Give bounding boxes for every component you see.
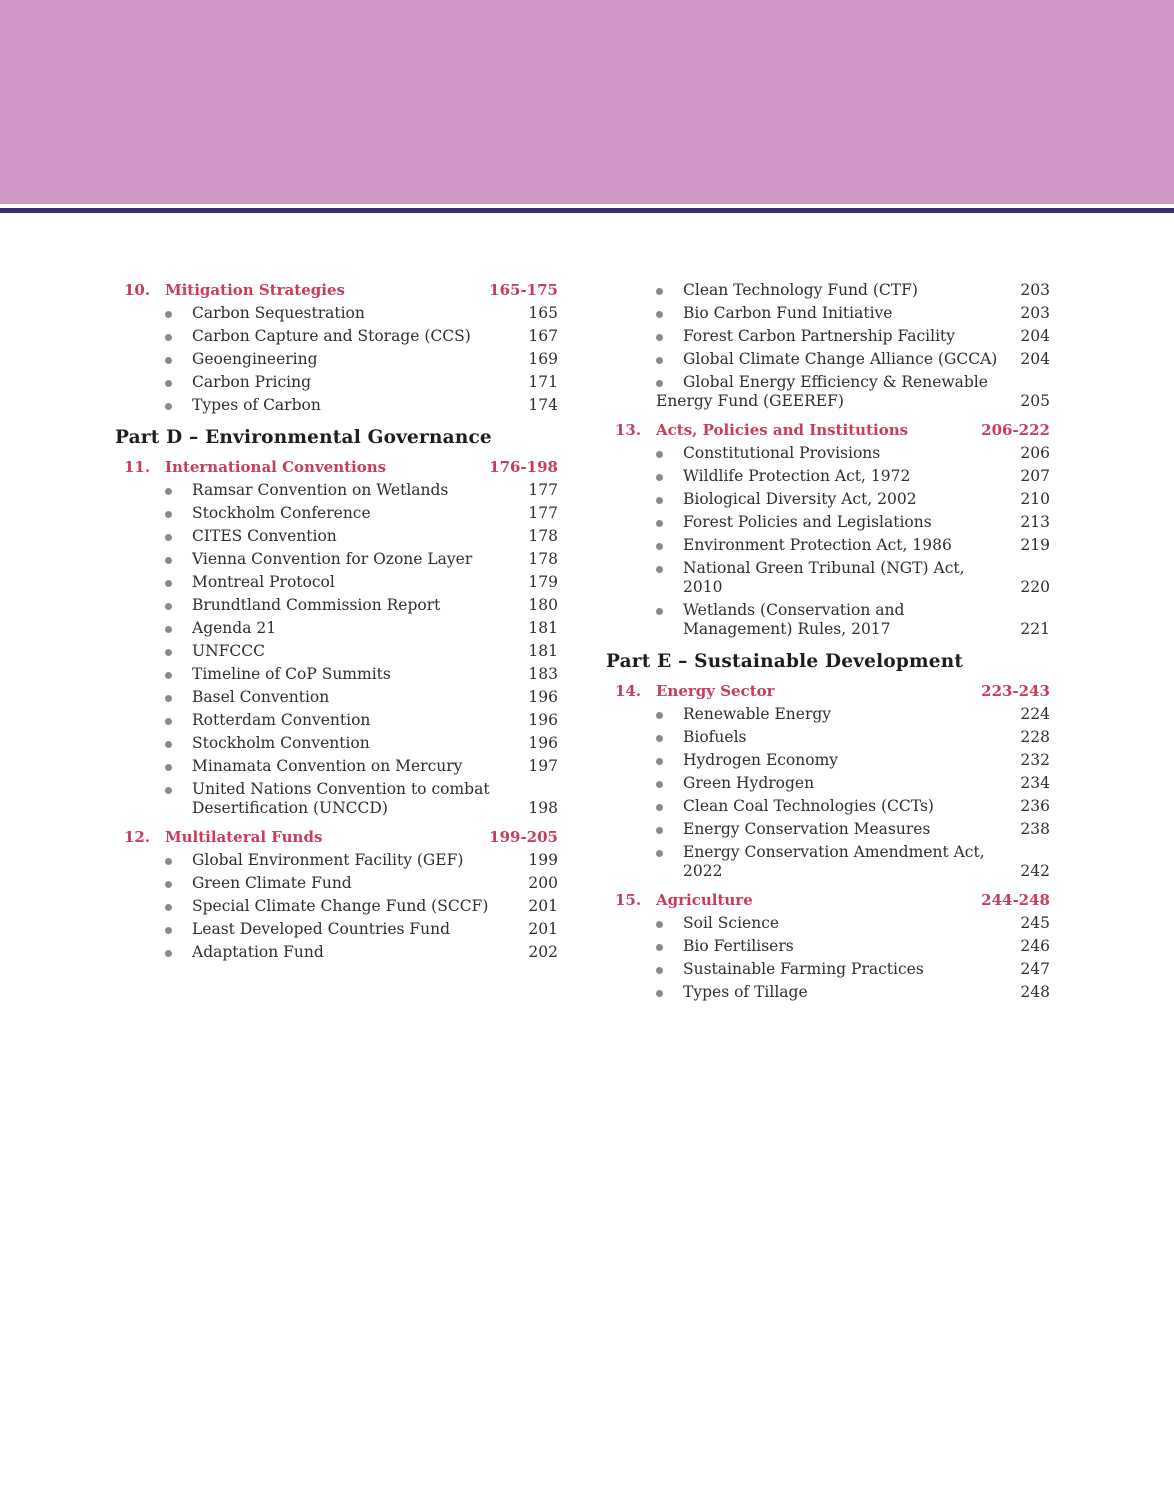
toc-entry-page: 204 [1020, 350, 1050, 368]
toc-entry[interactable] [115, 755, 558, 778]
chapter-heading-12[interactable]: 12. Multilateral Funds 199-205 [124, 828, 558, 846]
toc-entry-page: 177 [528, 481, 558, 499]
toc-entry-page: 167 [528, 327, 558, 345]
chapter-14-items [606, 703, 1050, 883]
bullet-icon [656, 451, 663, 458]
toc-entry-page: 210 [1020, 490, 1050, 508]
toc-entry-title: Bio Carbon Fund Initiative [683, 304, 893, 322]
toc-entry-title: Types of Carbon [192, 396, 321, 414]
toc-entry-title: Clean Technology Fund (CTF) [683, 281, 918, 299]
toc-entry-title: Hydrogen Economy [683, 751, 839, 769]
bullet-icon [165, 557, 172, 564]
toc-entry-title: Environment Protection Act, 1986 [683, 536, 952, 554]
toc-entry[interactable] [115, 502, 558, 525]
toc-entry-page: 198 [528, 799, 558, 817]
toc-entry-title: Constitutional Provisions [683, 444, 881, 462]
toc-entry[interactable] [606, 599, 1050, 641]
toc-entry[interactable] [115, 918, 558, 941]
toc-entry-page: 199 [528, 851, 558, 869]
toc-entry-title: Rotterdam Convention [192, 711, 371, 729]
toc-entry[interactable] [606, 488, 1050, 511]
toc-entry-title: Minamata Convention on Mercury [192, 757, 463, 775]
bullet-icon [656, 827, 663, 834]
bullet-icon [165, 672, 172, 679]
toc-entry-title: Ramsar Convention on Wetlands [192, 481, 449, 499]
toc-entry-title: Clean Coal Technologies (CCTs) [683, 797, 934, 815]
toc-entry[interactable] [606, 557, 1050, 599]
chapter-13-items [606, 442, 1050, 641]
bullet-icon [165, 904, 172, 911]
bullet-icon [656, 804, 663, 811]
toc-entry[interactable] [606, 348, 1050, 371]
bullet-icon [656, 735, 663, 742]
toc-entry-page: 203 [1020, 304, 1050, 322]
toc-entry-page: 224 [1020, 705, 1050, 723]
bullet-icon [656, 967, 663, 974]
toc-entry-title: Adaptation Fund [192, 943, 324, 961]
toc-entry-page: 236 [1020, 797, 1050, 815]
toc-entry-page: 200 [528, 874, 558, 892]
toc-entry-page: 207 [1020, 467, 1050, 485]
toc-entry-title: Biofuels [683, 728, 747, 746]
toc-entry-page: 203 [1020, 281, 1050, 299]
bullet-icon [656, 520, 663, 527]
toc-entry[interactable] [115, 709, 558, 732]
toc-entry[interactable] [606, 302, 1050, 325]
toc-entry-title: Agenda 21 [192, 619, 277, 637]
toc-entry[interactable] [115, 325, 558, 348]
bullet-icon [165, 649, 172, 656]
bullet-icon [656, 781, 663, 788]
toc-entry-page: 204 [1020, 327, 1050, 345]
bullet-icon [165, 927, 172, 934]
bullet-icon [656, 334, 663, 341]
toc-entry-page: 201 [528, 897, 558, 915]
toc-entry-title: Bio Fertilisers [683, 937, 794, 955]
toc-entry[interactable] [115, 525, 558, 548]
toc-entry[interactable] [606, 511, 1050, 534]
toc-entry[interactable] [606, 935, 1050, 958]
toc-entry-title: Global Environment Facility (GEF) [192, 851, 464, 869]
toc-entry-title: Least Developed Countries Fund [192, 920, 451, 938]
header-divider [0, 208, 1174, 213]
bullet-icon [165, 534, 172, 541]
toc-entry-title: Montreal Protocol [192, 573, 335, 591]
toc-entry-title: Stockholm Convention [192, 734, 370, 752]
toc-entry[interactable] [606, 726, 1050, 749]
toc-entry-page: 196 [528, 734, 558, 752]
toc-column-right [606, 279, 1050, 1004]
header-banner [0, 0, 1174, 204]
toc-entry-title: Energy Conservation Measures [683, 820, 931, 838]
toc-entry[interactable] [606, 912, 1050, 935]
toc-entry-title: CITES Convention [192, 527, 337, 545]
bullet-icon [165, 488, 172, 495]
toc-entry[interactable] [606, 818, 1050, 841]
toc-entry-page: 221 [1020, 620, 1050, 638]
toc-entry-title: Brundtland Commission Report [192, 596, 441, 614]
bullet-icon [165, 380, 172, 387]
toc-entry[interactable] [606, 749, 1050, 772]
toc-entry-title: United Nations Convention to combat Desertification (UNCCD) [192, 780, 490, 817]
toc-entry[interactable] [606, 325, 1050, 348]
toc-entry-page: 238 [1020, 820, 1050, 838]
toc-entry[interactable] [115, 348, 558, 371]
toc-entry[interactable] [606, 279, 1050, 302]
toc-entry-page: 201 [528, 920, 558, 938]
toc-entry[interactable] [115, 686, 558, 709]
toc-entry-page: 169 [528, 350, 558, 368]
toc-entry-page: 245 [1020, 914, 1050, 932]
chapter-10-items [115, 302, 558, 417]
toc-entry[interactable] [115, 872, 558, 895]
toc-entry-page: 213 [1020, 513, 1050, 531]
toc-entry-page: 196 [528, 711, 558, 729]
toc-entry-title: UNFCCC [192, 642, 265, 660]
toc-entry-title: Global Energy Efficiency & Renewable Energy Fund (GEEREF) [656, 373, 988, 410]
toc-entry[interactable] [606, 841, 1050, 883]
toc-entry-page: 171 [528, 373, 558, 391]
toc-entry-title: Geoengineering [192, 350, 318, 368]
toc-entry-page: 219 [1020, 536, 1050, 554]
toc-entry-page: 174 [528, 396, 558, 414]
toc-entry-page: 205 [1020, 392, 1050, 410]
bullet-icon [656, 990, 663, 997]
toc-entry[interactable] [606, 958, 1050, 981]
bullet-icon [656, 543, 663, 550]
bullet-icon [165, 403, 172, 410]
toc-entry[interactable] [606, 534, 1050, 557]
toc-entry[interactable] [115, 594, 558, 617]
toc-entry[interactable] [115, 548, 558, 571]
toc-entry-page: 177 [528, 504, 558, 522]
toc-entry-page: 247 [1020, 960, 1050, 978]
toc-entry[interactable] [115, 663, 558, 686]
chapter-15-items [606, 912, 1050, 1004]
bullet-icon [165, 741, 172, 748]
bullet-icon [165, 695, 172, 702]
toc-entry[interactable] [606, 371, 1050, 413]
bullet-icon [165, 580, 172, 587]
chapter-heading-11[interactable]: 11. International Conventions 176-198 [124, 458, 558, 476]
toc-entry-page: 165 [528, 304, 558, 322]
bullet-icon [165, 858, 172, 865]
chapter-11-items [115, 479, 558, 820]
toc-entry-title: Green Hydrogen [683, 774, 815, 792]
toc-entry-page: 183 [528, 665, 558, 683]
toc-entry-page: 178 [528, 527, 558, 545]
toc-entry[interactable] [606, 465, 1050, 488]
bullet-icon [165, 764, 172, 771]
toc-entry[interactable] [115, 778, 558, 820]
toc-entry[interactable] [115, 479, 558, 502]
toc-entry-title: Carbon Capture and Storage (CCS) [192, 327, 471, 345]
toc-entry-title: National Green Tribunal (NGT) Act, 2010 [683, 559, 965, 596]
toc-entry-title: Special Climate Change Fund (SCCF) [192, 897, 489, 915]
toc-entry-page: 196 [528, 688, 558, 706]
bullet-icon [656, 921, 663, 928]
toc-entry-title: Sustainable Farming Practices [683, 960, 924, 978]
toc-entry-title: Timeline of CoP Summits [192, 665, 391, 683]
toc-entry[interactable] [606, 442, 1050, 465]
toc-entry-title: Types of Tillage [683, 983, 808, 1001]
toc-entry-page: 248 [1020, 983, 1050, 1001]
toc-entry-title: Global Climate Change Alliance (GCCA) [683, 350, 998, 368]
part-e-heading: Part E – Sustainable Development [606, 651, 964, 672]
toc-entry[interactable] [115, 617, 558, 640]
toc-entry-title: Green Climate Fund [192, 874, 352, 892]
bullet-icon [165, 357, 172, 364]
chapter-heading-14[interactable]: 14. Energy Sector 223-243 [615, 682, 1050, 700]
toc-entry-page: 181 [528, 619, 558, 637]
chapter-12-items-continued [606, 279, 1050, 413]
toc-entry-title: Wetlands (Conservation and Management) Rules, 2017 [683, 601, 905, 638]
chapter-heading-10[interactable]: 10. Mitigation Strategies 165-175 [124, 281, 558, 299]
toc-entry-page: 232 [1020, 751, 1050, 769]
toc-entry[interactable] [115, 371, 558, 394]
toc-entry-page: 242 [1020, 862, 1050, 880]
chapter-heading-13[interactable]: 13. Acts, Policies and Institutions 206-222 [615, 421, 1050, 439]
toc-entry-title: Renewable Energy [683, 705, 832, 723]
toc-entry-title: Forest Carbon Partnership Facility [683, 327, 956, 345]
toc-entry[interactable] [115, 849, 558, 872]
toc-entry-title: Stockholm Conference [192, 504, 371, 522]
toc-entry-page: 206 [1020, 444, 1050, 462]
chapter-heading-15[interactable]: 15. Agriculture 244-248 [615, 891, 1050, 909]
bullet-icon [656, 944, 663, 951]
toc-entry-title: Carbon Sequestration [192, 304, 365, 322]
toc-entry-title: Soil Science [683, 914, 780, 932]
toc-entry-title: Vienna Convention for Ozone Layer [192, 550, 473, 568]
toc-entry[interactable] [115, 302, 558, 325]
bullet-icon [165, 626, 172, 633]
toc-entry[interactable] [115, 640, 558, 663]
toc-entry-page: 181 [528, 642, 558, 660]
bullet-icon [165, 311, 172, 318]
toc-column-left [115, 279, 558, 964]
bullet-icon [656, 474, 663, 481]
toc-entry[interactable] [115, 941, 558, 964]
bullet-icon [656, 850, 663, 857]
bullet-icon [165, 787, 172, 794]
bullet-icon [656, 608, 663, 615]
toc-entry-page: 234 [1020, 774, 1050, 792]
bullet-icon [165, 334, 172, 341]
toc-entry-page: 246 [1020, 937, 1050, 955]
bullet-icon [165, 511, 172, 518]
toc-entry-title: Forest Policies and Legislations [683, 513, 932, 531]
toc-entry[interactable] [606, 772, 1050, 795]
bullet-icon [165, 603, 172, 610]
toc-entry[interactable] [115, 394, 558, 417]
toc-entry-page: 197 [528, 757, 558, 775]
toc-entry-page: 202 [528, 943, 558, 961]
toc-entry-title: Biological Diversity Act, 2002 [683, 490, 917, 508]
bullet-icon [656, 357, 663, 364]
bullet-icon [656, 712, 663, 719]
bullet-icon [656, 380, 663, 387]
bullet-icon [656, 497, 663, 504]
toc-entry-title: Basel Convention [192, 688, 330, 706]
bullet-icon [165, 718, 172, 725]
toc-entry-title: Energy Conservation Amendment Act, 2022 [683, 843, 985, 880]
toc-entry[interactable] [115, 571, 558, 594]
toc-entry[interactable] [606, 795, 1050, 818]
toc-entry[interactable] [606, 981, 1050, 1004]
toc-entry-page: 180 [528, 596, 558, 614]
toc-entry[interactable] [115, 895, 558, 918]
bullet-icon [165, 881, 172, 888]
bullet-icon [165, 950, 172, 957]
toc-entry-page: 228 [1020, 728, 1050, 746]
bullet-icon [656, 288, 663, 295]
bullet-icon [656, 311, 663, 318]
toc-entry-title: Wildlife Protection Act, 1972 [683, 467, 911, 485]
toc-entry-page: 178 [528, 550, 558, 568]
bullet-icon [656, 758, 663, 765]
toc-entry-title: Carbon Pricing [192, 373, 312, 391]
toc-entry-page: 220 [1020, 578, 1050, 596]
toc-entry[interactable] [115, 732, 558, 755]
part-d-heading: Part D – Environmental Governance [115, 427, 492, 448]
chapter-12-items [115, 849, 558, 964]
toc-entry-page: 179 [528, 573, 558, 591]
bullet-icon [656, 566, 663, 573]
toc-entry[interactable] [606, 703, 1050, 726]
